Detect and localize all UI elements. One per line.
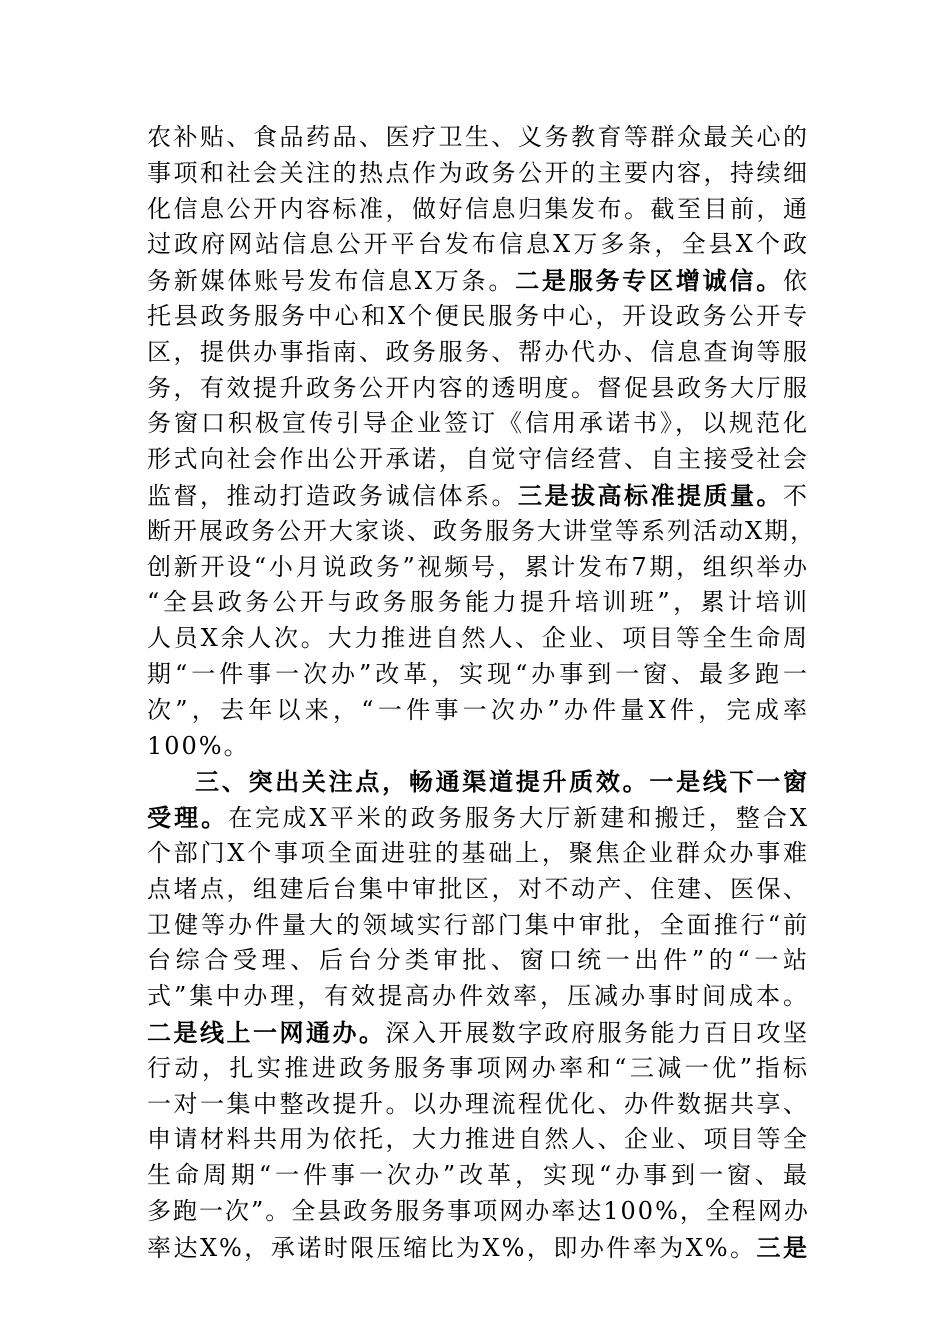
text-line [147, 371, 809, 407]
text-line [147, 550, 809, 586]
text-segment: 率达X%，承诺时限压缩比为X%，即办件率为X%。 [147, 1233, 757, 1262]
text-line [147, 1194, 809, 1230]
text-line [147, 1015, 809, 1051]
text-segment: 化信息公开内容标准，做好信息归集发布。截至目前，通 [147, 194, 809, 223]
text-segment: 务，有效提升政务公开内容的透明度。督促县政务大厅服 [147, 373, 809, 402]
text-line [147, 478, 809, 514]
text-segment: 申请材料共用为依托，大力推进自然人、企业、项目等全 [147, 1125, 809, 1154]
text-segment: 多跑一次”。全县政务服务事项网办率达100%，全程网办 [147, 1196, 810, 1225]
text-line [147, 192, 809, 228]
text-segment: 行动，扎实推进政务服务事项网办率和“三减一优”指标 [147, 1053, 809, 1082]
text-segment: 期“一件事一次办”改革，实现“办事到一窗、最多跑一 [147, 659, 809, 688]
text-line [147, 406, 809, 442]
text-line [147, 1087, 809, 1123]
text-segment: 事项和社会关注的热点作为政务公开的主要内容，持续细 [147, 158, 809, 187]
text-segment: 创新开设“小月说政务”视频号，累计发布7期，组织举办 [147, 552, 809, 581]
text-line [147, 120, 809, 156]
text-segment: 区，提供办事指南、政务服务、帮办代办、信息查询等服 [147, 337, 809, 366]
text-segment: 依 [783, 267, 810, 296]
text-line [147, 1051, 809, 1087]
text-line [147, 299, 809, 335]
text-line [147, 621, 809, 657]
text-line [147, 800, 809, 836]
text-segment: “全县政务公开与政务服务能力提升培训班”，累计培训 [147, 588, 809, 617]
text-segment: 台综合受理、后台分类审批、窗口统一出件”的“一站 [147, 946, 809, 975]
text-line [147, 1230, 809, 1266]
text-line [147, 872, 809, 908]
text-segment: 务窗口积极宣传引导企业签订《信用承诺书》，以规范化 [147, 409, 809, 438]
text-line [147, 1122, 809, 1158]
text-line [147, 908, 809, 944]
bold-text-segment: 二是服务专区增诚信。 [515, 266, 784, 296]
text-segment: 务新媒体账号发布信息X万条。 [147, 267, 516, 296]
text-segment: 深入开展数字政府服务能力百日攻坚 [385, 1018, 809, 1047]
text-segment: 过政府网站信息公开平台发布信息X万多条，全县X个政 [147, 230, 809, 259]
text-line [147, 335, 809, 371]
text-line [147, 442, 809, 478]
text-segment: 形式向社会作出公开承诺，自觉守信经营、自主接受社会 [147, 445, 809, 474]
text-segment: 生命周期“一件事一次办”改革，实现“办事到一窗、最 [147, 1161, 809, 1190]
bold-text-segment: 三、突出关注点，畅通渠道提升质效。一是线下一窗 [195, 767, 809, 797]
bold-text-segment: 受理。 [147, 803, 229, 833]
text-line [147, 1158, 809, 1194]
text-segment: 卫健等办件量大的领域实行部门集中审批，全面推行“前 [147, 910, 809, 939]
body-text [147, 120, 817, 1266]
text-line [147, 764, 809, 800]
bold-text-segment: 二是线上一网通办。 [147, 1017, 386, 1047]
text-segment: 100%。 [147, 731, 250, 760]
text-line [147, 943, 809, 979]
text-line [147, 156, 809, 192]
text-segment: 一对一集中整改提升。以办理流程优化、办件数据共享、 [147, 1089, 809, 1118]
text-line [147, 227, 809, 263]
text-line [147, 585, 809, 621]
text-line [147, 729, 809, 765]
text-segment: 在完成X平米的政务服务大厅新建和搬迁，整合X [228, 804, 810, 833]
text-segment: 农补贴、食品药品、医疗卫生、义务教育等群众最关心的 [147, 123, 809, 151]
text-segment: 点堵点，组建后台集中审批区，对不动产、住建、医保、 [147, 874, 809, 903]
text-segment: 人员X余人次。大力推进自然人、企业、项目等全生命周 [147, 624, 809, 653]
text-segment: 式”集中办理，有效提高办件效率，压减办事时间成本。 [147, 982, 809, 1011]
text-segment: 监督，推动打造政务诚信体系。 [147, 481, 518, 510]
text-segment: 次”，去年以来，“一件事一次办”办件量X件，完成率 [147, 695, 809, 724]
text-segment: 个部门X个事项全面进驻的基础上，聚焦企业群众办事难 [147, 838, 809, 867]
text-line [147, 979, 809, 1015]
text-line [147, 657, 809, 693]
text-line [147, 263, 809, 299]
text-segment: 断开展政务公开大家谈、政务服务大讲堂等系列活动X期， [147, 516, 817, 545]
text-line [147, 514, 817, 550]
bold-text-segment: 三是拔高标准提质量。 [518, 480, 783, 510]
bold-text-segment: 三是 [756, 1232, 810, 1262]
text-line [147, 836, 809, 872]
text-segment: 不 [783, 481, 809, 510]
text-segment: 托县政务服务中心和X个便民服务中心，开设政务公开专 [147, 301, 809, 330]
text-line [147, 693, 809, 729]
